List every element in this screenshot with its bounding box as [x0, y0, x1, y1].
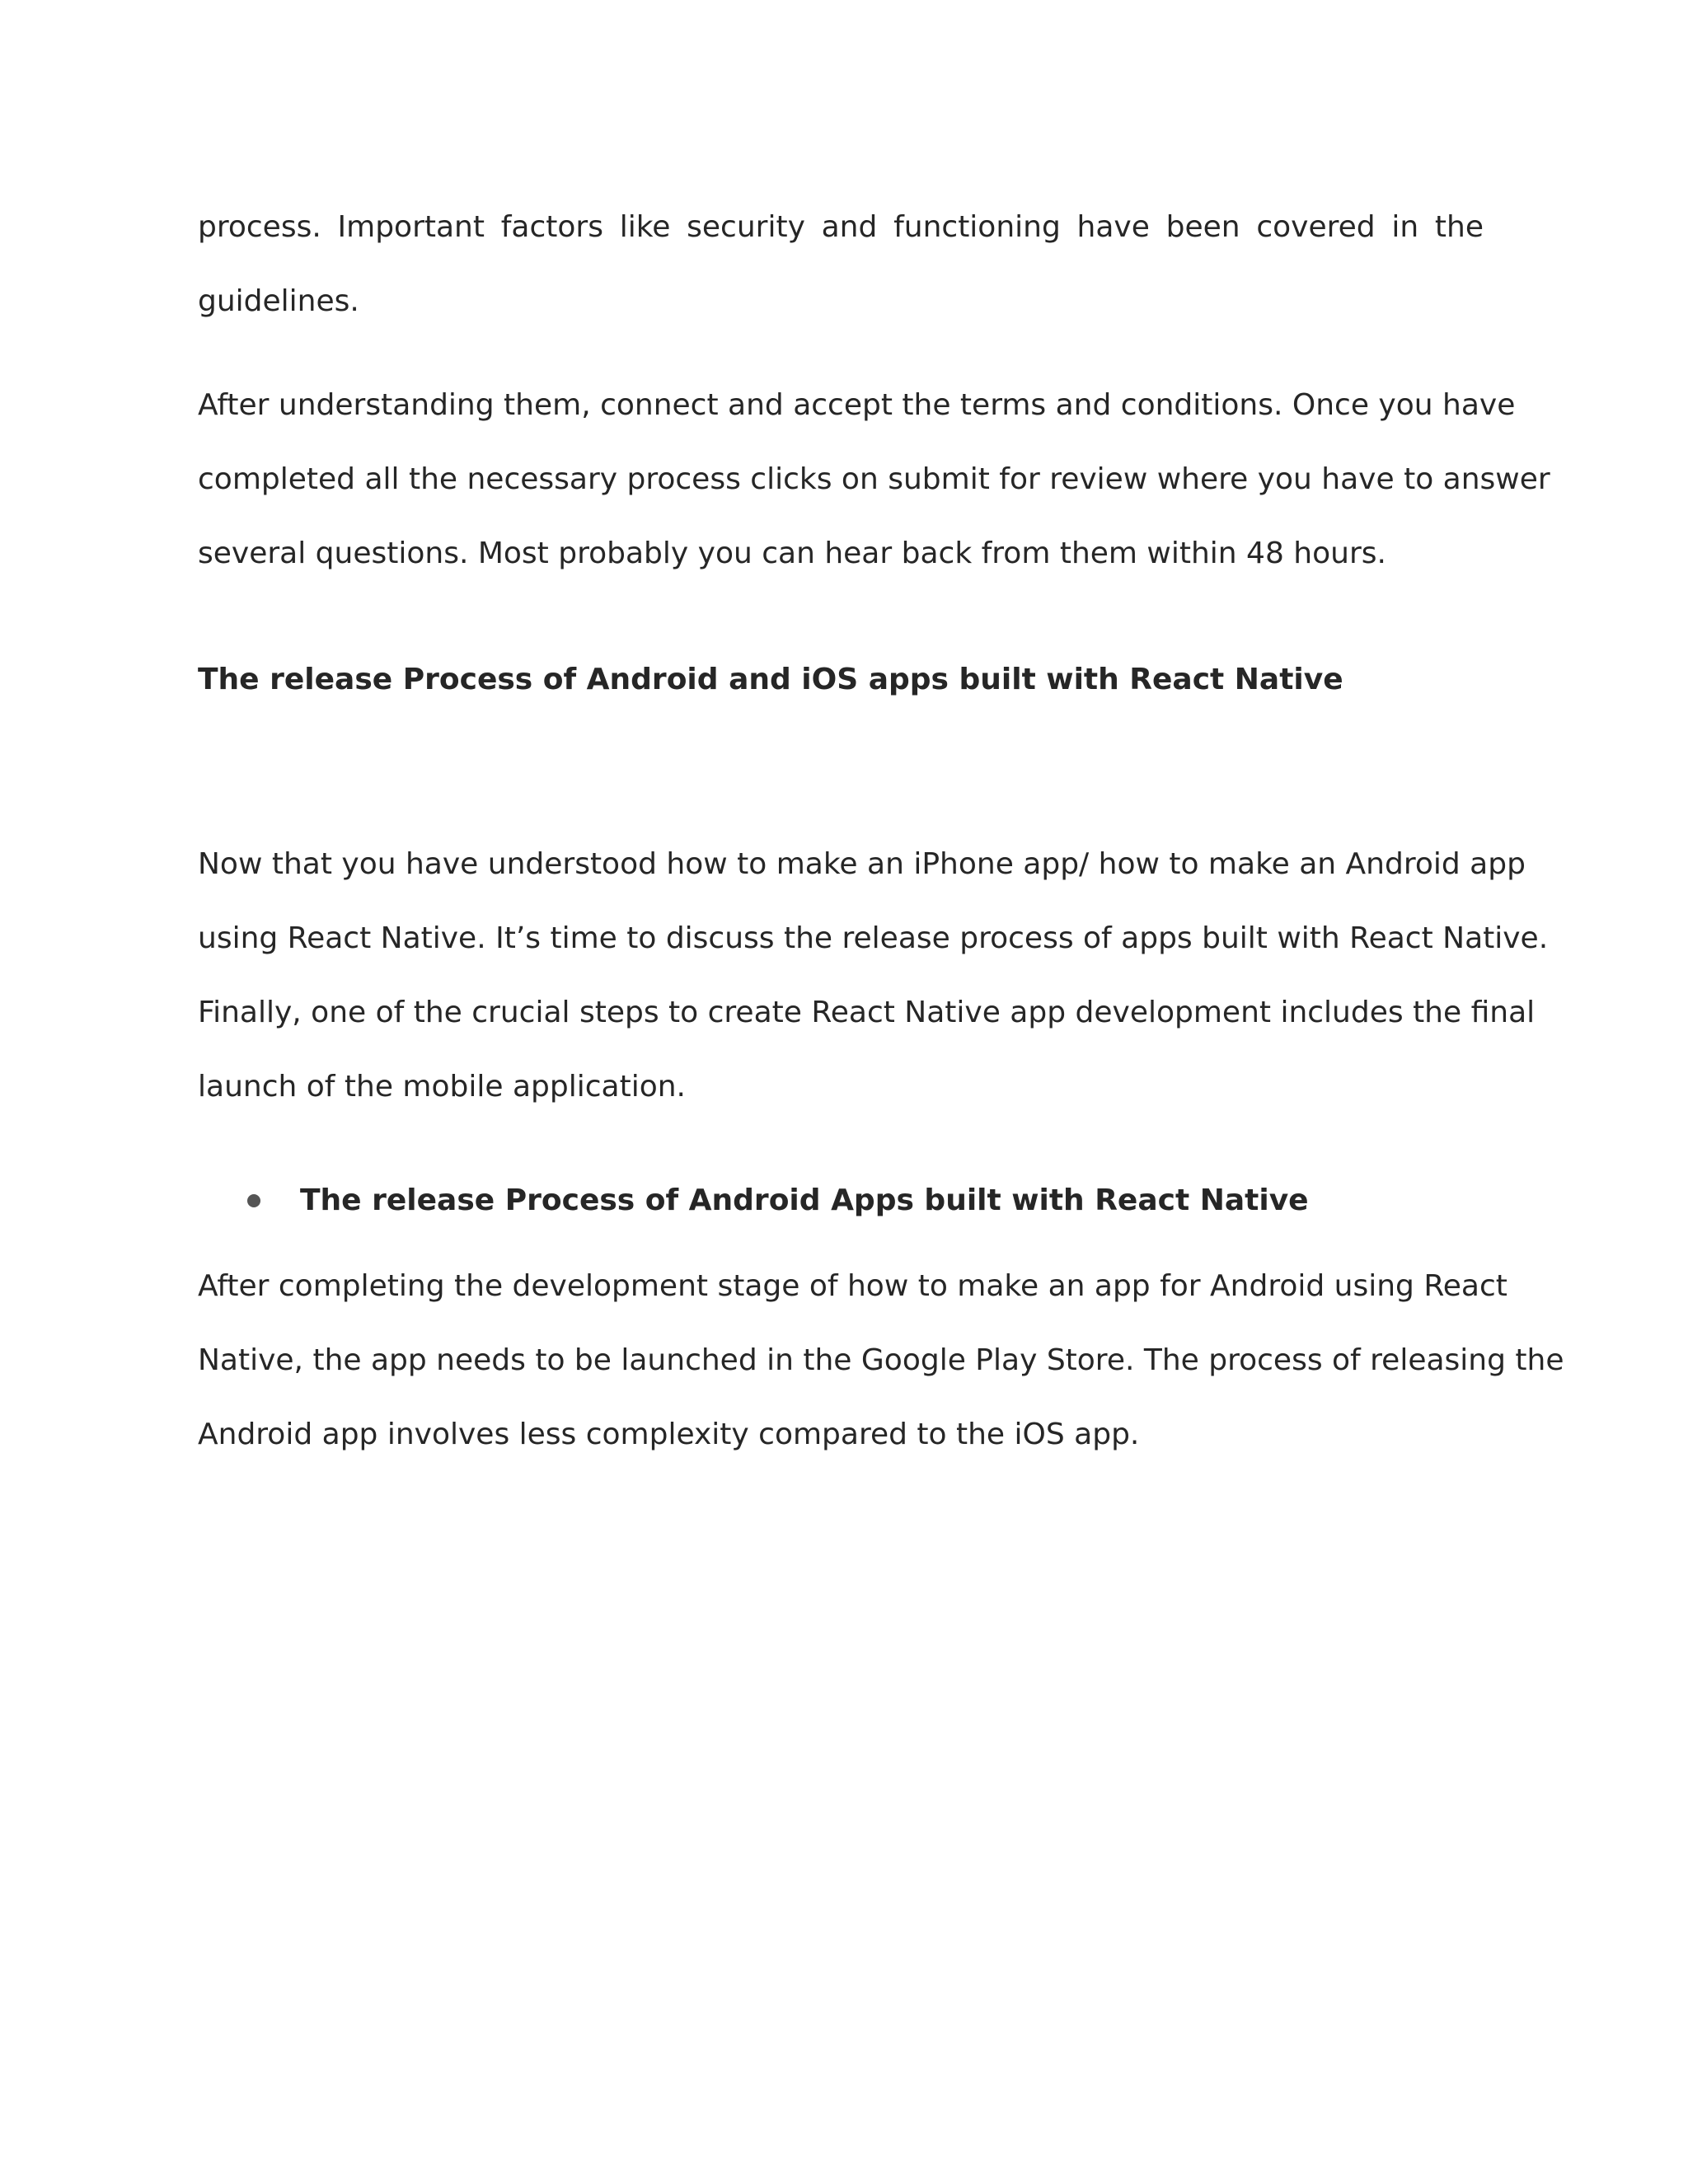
text-line: launch of the mobile application. — [198, 1070, 686, 1104]
text-line: Now that you have understood how to make an iPhone app/ how to make an Android app — [198, 847, 1526, 881]
text-line: process. Important factors like security and functioning have been covered in the — [198, 210, 1484, 244]
text-line: completed all the necessary process clicks on submit for review where you have to answer — [198, 462, 1550, 496]
text-line: Finally, one of the crucial steps to create React Native app development includes the final — [198, 996, 1536, 1029]
bullet-heading: The release Process of Android Apps built with React Native — [300, 1183, 1309, 1217]
text-line: guidelines. — [198, 284, 359, 318]
text-line: After understanding them, connect and accept the terms and conditions. Once you have — [198, 388, 1516, 422]
bullet-item — [247, 1176, 1309, 1226]
paragraph-guidelines — [198, 190, 1484, 339]
paragraph-submit-review — [198, 368, 1550, 591]
section-heading: The release Process of Android and iOS apps built with React Native — [198, 663, 1343, 696]
text-line: Native, the app needs to be launched in the Google Play Store. The process of releasing the — [198, 1343, 1564, 1377]
text-line: using React Native. It’s time to discuss the release process of apps built with React Native. — [198, 921, 1549, 955]
paragraph-release-intro — [198, 827, 1549, 1124]
text-line: Android app involves less complexity compared to the iOS app. — [198, 1418, 1140, 1451]
paragraph-android-release — [198, 1249, 1564, 1472]
text-line: After completing the development stage of how to make an app for Android using React — [198, 1269, 1507, 1303]
text-line: several questions. Most probably you can hear back from them within 48 hours. — [198, 537, 1386, 570]
bullet-dot-icon — [247, 1194, 260, 1207]
